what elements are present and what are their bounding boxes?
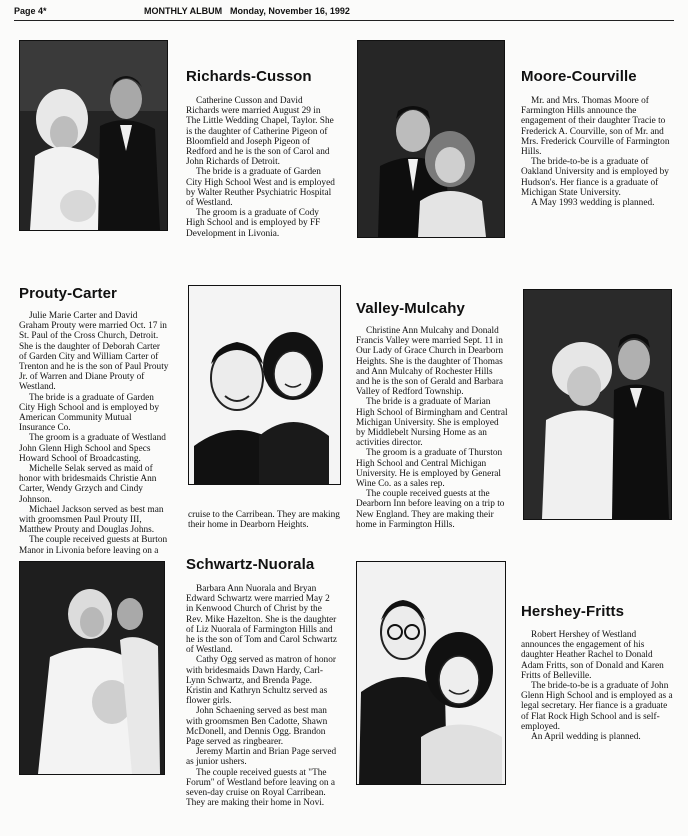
paragraph: Mr. and Mrs. Thomas Moore of Farmington Hills announce the engagement of their daughter Tracie to Frederick A. Courville, son of Mr. and Mrs. Frederick Courville of Farmington Hills. <box>521 96 670 158</box>
paragraph: Michael Jackson served as best man with groomsmen Paul Prouty III, Matthew Prouty and Douglas Johns. <box>19 504 164 536</box>
photo-moore-courville <box>357 40 505 238</box>
article-schwartz-nuorala <box>186 584 338 808</box>
paragraph: A May 1993 wedding is planned. <box>531 198 655 209</box>
paragraph: Michelle Selak served as maid of honor with bridesmaids Christie Ann Carter, Wendy Grzych and Cindy Johnson. <box>19 464 157 505</box>
photo-schwartz-nuorala <box>19 561 165 775</box>
article-valley-mulcahy <box>356 326 508 530</box>
paragraph: The groom is a graduate of Westland John Glenn High School and Specs Howard School of Broadcasting. <box>19 433 166 464</box>
photo-hershey-fritts <box>356 561 506 785</box>
paragraph: The couple received guests at the Dearborn Inn before leaving on a trip to New England. They are making their home in Farmington Hills. <box>356 489 505 530</box>
issue-date: Monday, November 16, 1992 <box>230 6 350 16</box>
photo-prouty-carter <box>188 285 341 485</box>
paragraph: Jeremy Martin and Brian Page served as junior ushers. <box>186 747 337 768</box>
article-prouty-carter-continued <box>188 510 340 530</box>
headline-prouty-carter: Prouty-Carter <box>19 285 117 302</box>
paragraph: The bride-to-be is a graduate of Oakland University and is employed by Hudson's. Her fiance is a graduate of Michigan State University. <box>521 157 669 198</box>
paragraph: The bride is a graduate of Marian High School of Birmingham and Central Michigan University. She is employed by Middlebelt Nursing Home as an activities director. <box>356 397 508 449</box>
paragraph: John Schaening served as best man with groomsmen Ben Cadotte, Shawn McDonell, and Dennis Ogg. Brandon Page served as ringbearer. <box>186 706 328 748</box>
article-richards-cusson <box>186 96 336 239</box>
paragraph: Catherine Cusson and David Richards were married August 29 in The Little Wedding Chapel, Taylor. She is the daughter of Catherine Pigeon of Bloomfield and Joseph Pigeon of Redford and he is the son of Carol and John Richards of Detroit. <box>186 96 334 168</box>
headline-hershey-fritts: Hershey-Fritts <box>521 603 625 620</box>
paragraph: Robert Hershey of Westland announces the engagement of his daughter Heather Rachel to Donald Adam Fritts, son of Donald and Karen Fritts of Belleville. <box>521 630 664 681</box>
article-moore-courville <box>521 96 673 208</box>
paragraph: The groom is a graduate of Cody High School and is employed by FF Development in Livonia. <box>186 208 321 239</box>
paragraph: The groom is a graduate of Thurston High School and Central Michigan University. He is employed by General Wine Co. as a sales rep. <box>356 448 503 490</box>
paragraph: The bride-to-be is a graduate of John Glenn High School and is employed as a legal secretary. Her fiance is a graduate of Flat Rock High School and is self-employed. <box>521 681 673 732</box>
headline-schwartz-nuorala: Schwartz-Nuorala <box>186 556 315 573</box>
page-number: Page 4* <box>14 6 47 16</box>
paragraph: Julie Marie Carter and David Graham Prouty were married Oct. 17 in St. Paul of the Cross Church, Detroit. She is the daughter of Deborah Carter of Garden City and William Carter of Trenton and he is the son of Paul Prouty Jr. of Warren and Diane Prouty of Westland. <box>19 311 169 393</box>
article-prouty-carter <box>19 311 169 556</box>
paragraph: An April wedding is planned. <box>531 732 641 743</box>
photo-richards-cusson <box>19 40 168 231</box>
paragraph: cruise to the Carribean. They are making their home in Dearborn Heights. <box>188 510 340 531</box>
article-hershey-fritts <box>521 630 673 742</box>
paragraph: The bride is a graduate of Garden City High School West and is employed by Walter Reuther Psychiatric Hospital of Westland. <box>186 167 335 209</box>
masthead-rule <box>14 20 674 21</box>
paragraph: Christine Ann Mulcahy and Donald Francis Valley were married Sept. 11 in Our Lady of Grace Church in Dearborn Heights. She is the daughter of Thomas and Ann Mulcahy of Rochester Hills and he is the son of Gerald and Barbara Valley of Redford Township. <box>356 326 504 398</box>
paragraph: Cathy Ogg served as matron of honor with bridesmaids Dawn Hardy, Carl-Lynn Schwartz, and Brenda Page. Kristin and Kathryn Schultz served as flower girls. <box>186 655 336 707</box>
paragraph: The couple received guests at "The Forum" of Westland before leaving on a seven-day cruise on Royal Carribean. They are making their home in Novi. <box>186 767 336 809</box>
masthead <box>14 6 674 20</box>
paragraph: The bride is a graduate of Garden City High School and is employed by American Community Mutual Insurance Co. <box>19 392 159 434</box>
headline-moore-courville: Moore-Courville <box>521 68 637 85</box>
headline-valley-mulcahy: Valley-Mulcahy <box>356 300 465 317</box>
section-title: MONTHLY ALBUM <box>144 6 223 16</box>
headline-richards-cusson: Richards-Cusson <box>186 68 312 85</box>
paragraph: The couple received guests at Burton Manor in Livonia before leaving on a <box>19 535 168 556</box>
photo-valley-mulcahy <box>523 289 672 520</box>
paragraph: Barbara Ann Nuorala and Bryan Edward Schwartz were married May 2 in Kenwood Church of Christ by the Rev. Mike Hazelton. She is the daughter of Liz Nuorala of Farmington Hills and he is the son of Tom and Carol Schwartz of Westland. <box>186 584 337 656</box>
